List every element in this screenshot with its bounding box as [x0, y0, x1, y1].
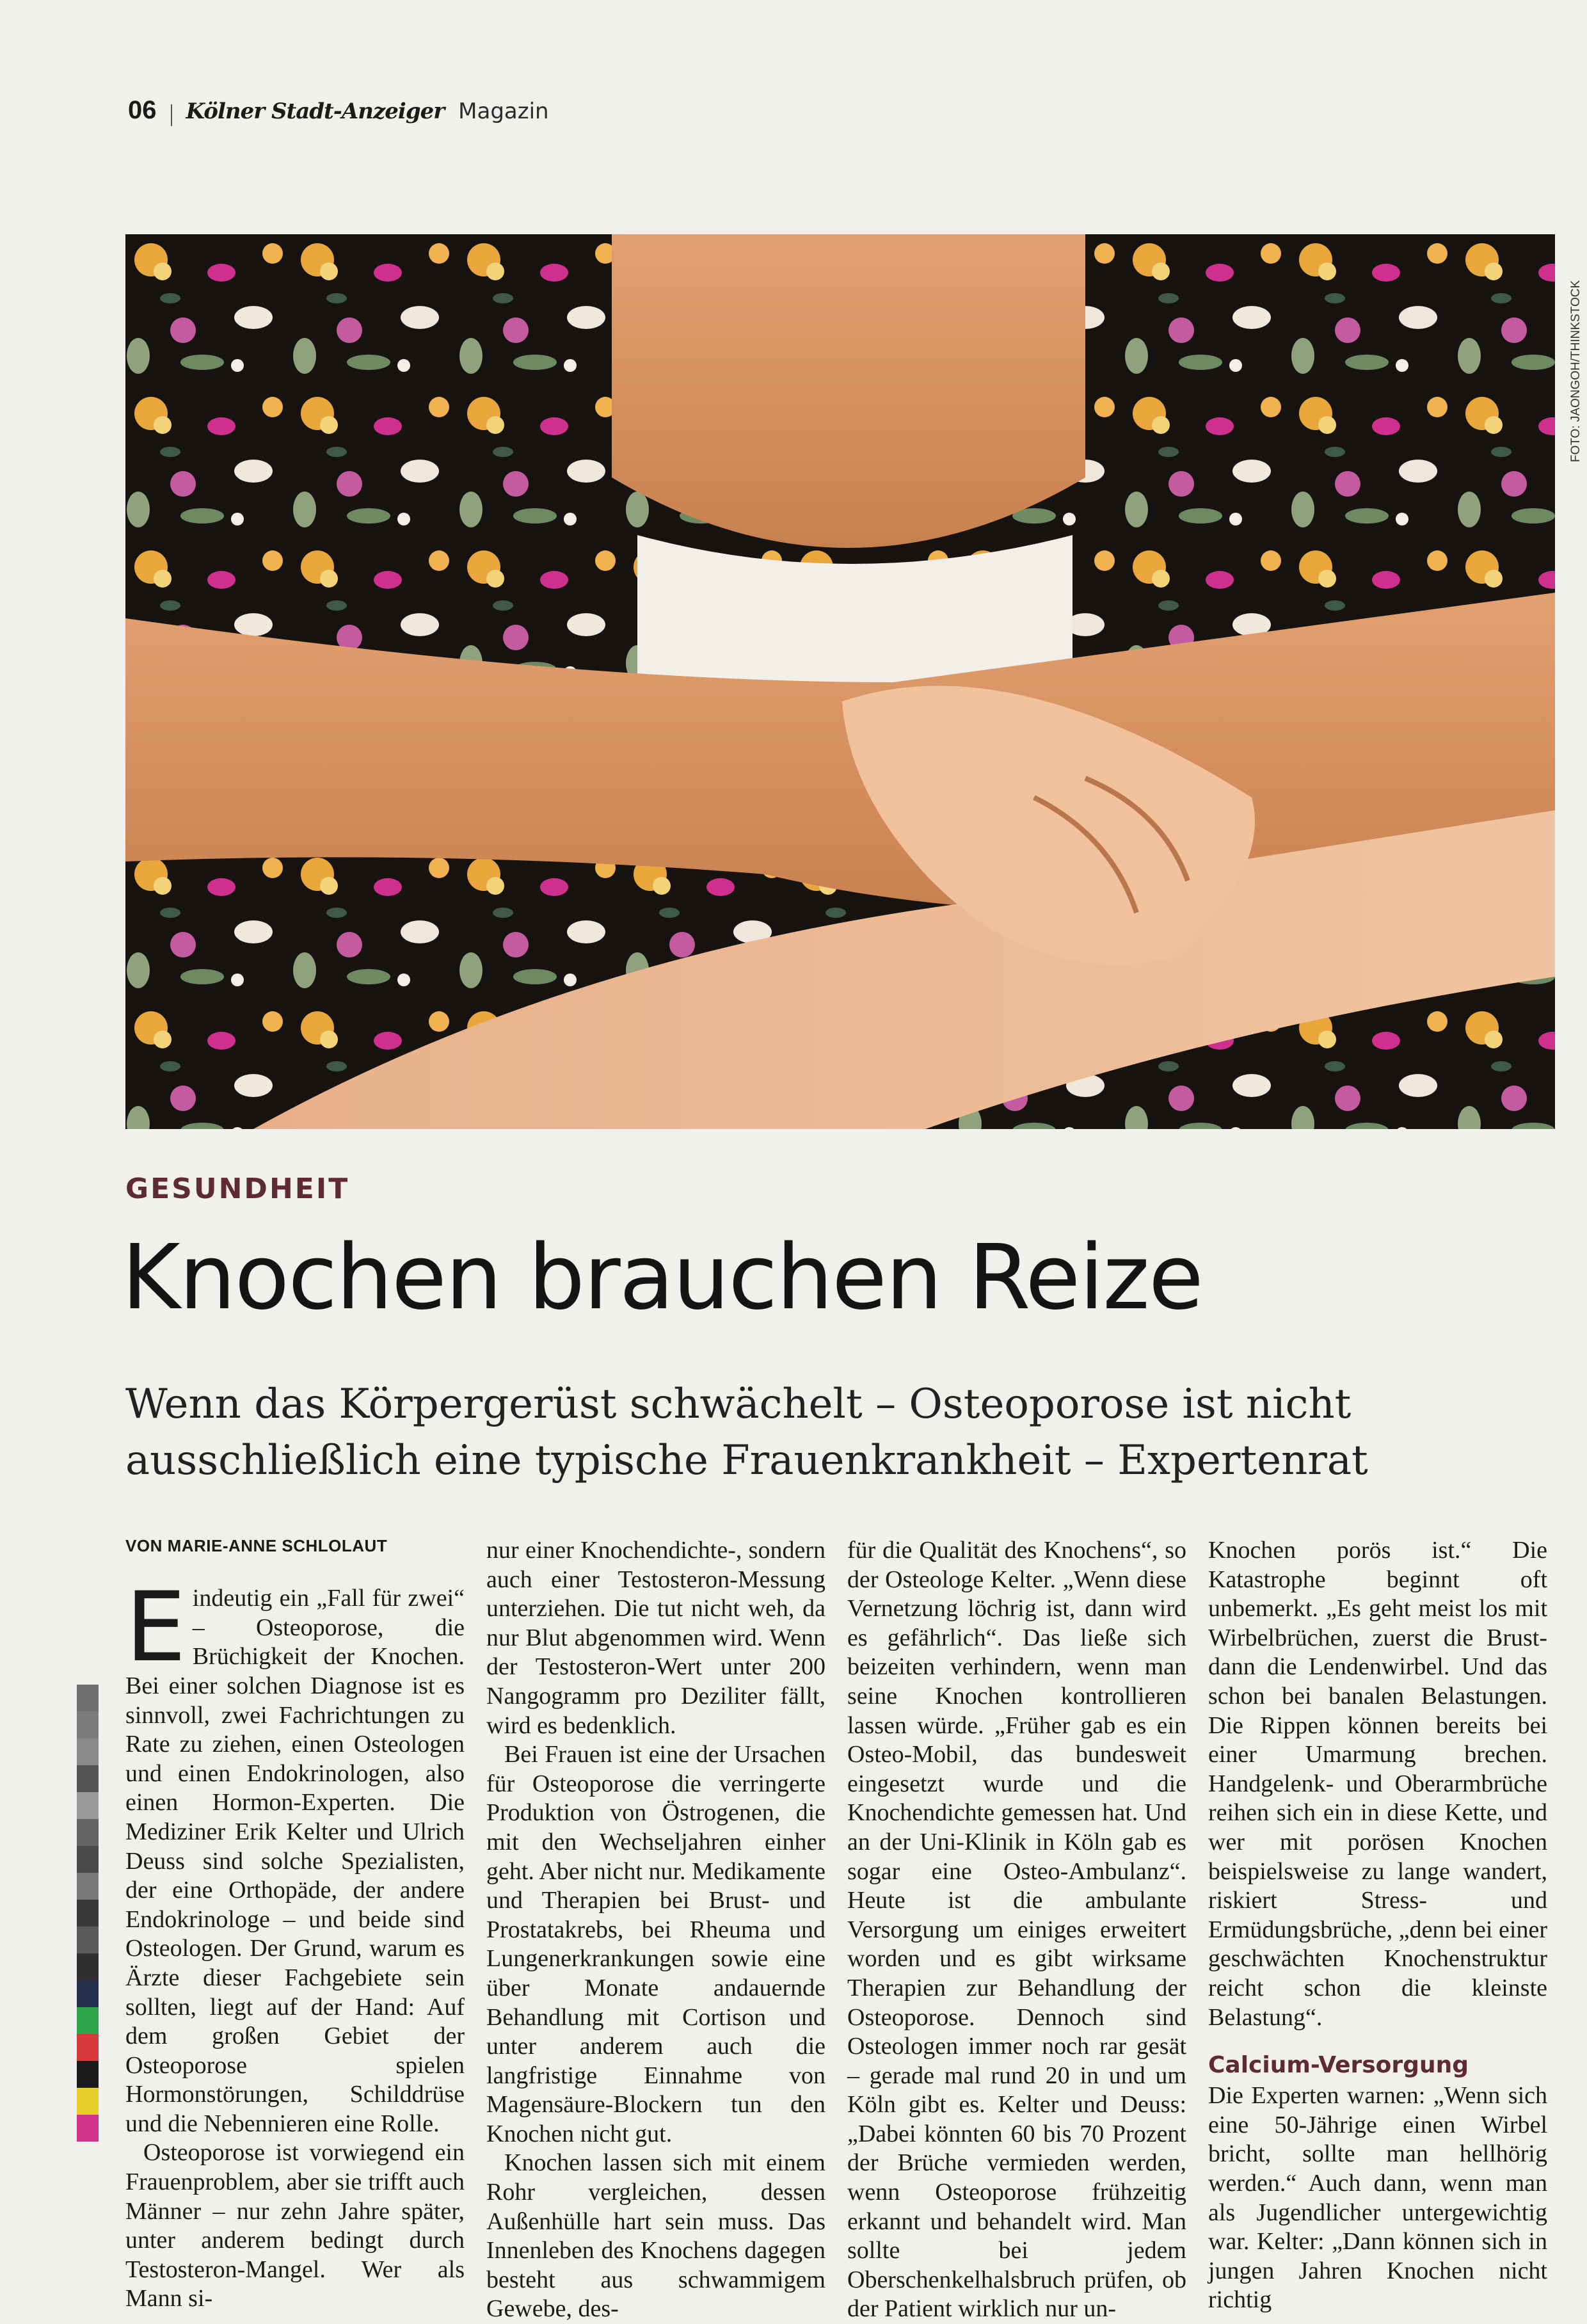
color-swatch — [77, 1765, 99, 1792]
color-swatch — [77, 1927, 99, 1953]
section-name: Magazin — [458, 99, 549, 124]
article-subheadline: Wenn das Körpergerüst schwächelt – Osteoporose ist nicht ausschließlich eine typische Frauenkrankheit – Expertenrat — [125, 1381, 1368, 1485]
drop-cap: E — [125, 1572, 186, 1684]
color-swatch — [77, 1792, 99, 1819]
color-swatch — [77, 1819, 99, 1846]
header-separator — [171, 104, 172, 126]
color-swatch — [77, 2088, 99, 2115]
color-swatch — [77, 1738, 99, 1765]
paragraph: Knochen porös ist.“ Die Katastrophe beginnt oft unbemerkt. „Es geht meist los mit Wirbelbrüchen, zuerst die Brust- dann die Lendenwirbel. Und das schon bei banalen Belastungen. Die Rippen können bereits bei einer Umarmung brechen. Handgelenk- und Oberarmbrüche reihen sich ein in diese Kette, und wer mit porösen Knochen beispielsweise zu lange wandert, riskiert Stress- und Ermüdungsbrüche, „denn bei einer geschwächten Knochenstruktur reicht schon die kleinste Belastung“. — [1208, 1537, 1547, 2031]
article-body — [125, 1536, 1549, 2323]
color-swatch — [77, 1953, 99, 1980]
paragraph: Osteoporose ist vorwiegend ein Frauenproblem, aber sie trifft auch Männer – nur zehn Jahre später, unter anderem bedingt durch Testosteron-Mangel. Wer als Mann si- — [125, 2139, 465, 2312]
color-swatch — [77, 1980, 99, 2007]
article-kicker: GESUNDHEIT — [125, 1173, 350, 1205]
crossed-arms-illustration — [125, 234, 1555, 1129]
color-swatch — [77, 1900, 99, 1927]
photo-credit: FOTO: JAONGOH/THINKSTOCK — [1569, 280, 1583, 463]
color-swatch — [77, 2115, 99, 2142]
column-subheading: Calcium-Versorgung — [1208, 2052, 1469, 2079]
article-byline: VON MARIE-ANNE SCHLOLAUT — [125, 1536, 388, 1555]
text-column-4 — [1208, 1536, 1547, 2314]
paragraph: Bei Frauen ist eine der Ursachen für Osteoporose die verringerte Produktion von Östrogenen, die mit den Wechseljahren einher geht. Aber nicht nur. Medikamente und Therapien bei Brust- und Prostatakrebs, bei Rheuma und Lungenerkrankungen sowie eine über Monate andauernde Behandlung mit Cortison und unter anderem auch die langfristige Einnahme von Magensäure-Blockern tun den Knochen nicht gut. — [486, 1741, 825, 2147]
paragraph: Eindeutig ein „Fall für zwei“ – Osteoporose, die Brüchigkeit der Knochen. Bei einer solchen Diagnose ist es sinnvoll, zwei Fachrichtungen zu Rate zu ziehen, einen Osteologen und einen Endokrinologen, also einen Hormon-Experten. Die Mediziner Erik Kelter und Ulrich Deuss sind solche Spezialisten, der eine Orthopäde, der andere Endokrinologe – und beide sind Osteologen. Der Grund, warum es Ärzte dieser Fachgebiete sein sollten, liegt auf der Hand: Auf dem großen Gebiet der Osteoporose spielen Hormonstörungen, Schilddrüse und die Nebennieren eine Rolle. — [125, 1572, 465, 2137]
newspaper-name: Kölner Stadt-Anzeiger — [186, 99, 445, 124]
print-color-bar — [77, 1685, 99, 2142]
color-swatch — [77, 2061, 99, 2088]
color-swatch — [77, 2034, 99, 2061]
paragraph: Die Experten warnen: „Wenn sich eine 50-Jährige einen Wirbel bricht, sollte man hellhörig werden.“ Auch dann, wenn man als Jugendlicher untergewichtig war. Kelter: „Dann können sich in jungen Jahren Knochen nicht richtig — [1208, 2082, 1547, 2314]
color-swatch — [77, 2007, 99, 2034]
color-swatch — [77, 1873, 99, 1900]
paragraph: für die Qualität des Knochens“, so der Osteologe Kelter. „Wenn diese Vernetzung löchrig ist, dann wird es gefährlich“. Das ließe sich beizeiten verhindern, wenn man seine Knochen kontrollieren lassen würde. „Früher gab es ein Osteo-Mobil, das bundesweit eingesetzt wurde und die Knochendichte gemessen hat. Und an der Uni-Klinik in Köln gab es sogar eine Osteo-Ambulanz“. Heute ist die ambulante Versorgung um einiges erweitert worden und es gibt wirksame Therapien zur Behandlung der Osteoporose. Dennoch sind Osteologen immer noch rar gesät – gerade mal rund 20 in und um Köln gibt es. Kelter und Deuss: „Dabei könnten 60 bis 70 Prozent der Brüche vermieden werden, wenn Osteoporose frühzeitig erkannt und behandelt wird. Man sollte bei jedem Oberschenkelhalsbruch prüfen, ob der Patient wirklich nur un- — [847, 1537, 1186, 2323]
article-photo — [125, 234, 1555, 1129]
page-header — [128, 96, 549, 134]
color-swatch — [77, 1846, 99, 1873]
text-column-2 — [486, 1536, 825, 2323]
color-swatch — [77, 1711, 99, 1738]
color-swatch — [77, 1685, 99, 1711]
article-headline: Knochen brauchen Reize — [122, 1226, 1202, 1330]
text-column-3 — [847, 1536, 1186, 2323]
text-column-1 — [125, 1536, 465, 2312]
paragraph: nur einer Knochendichte-, sondern auch einer Testosteron-Messung unterziehen. Die tut nicht weh, da nur Blut abgenommen wird. Wenn der Testosteron-Wert unter 200 Nangogramm pro Deziliter fällt, wird es bedenklich. — [486, 1537, 825, 1739]
paragraph: Knochen lassen sich mit einem Rohr vergleichen, dessen Außenhülle hart sein muss. Das Innenleben des Knochens dagegen besteht aus schwammigem Gewebe, des- — [486, 2149, 825, 2323]
page-number: 06 — [128, 96, 157, 124]
